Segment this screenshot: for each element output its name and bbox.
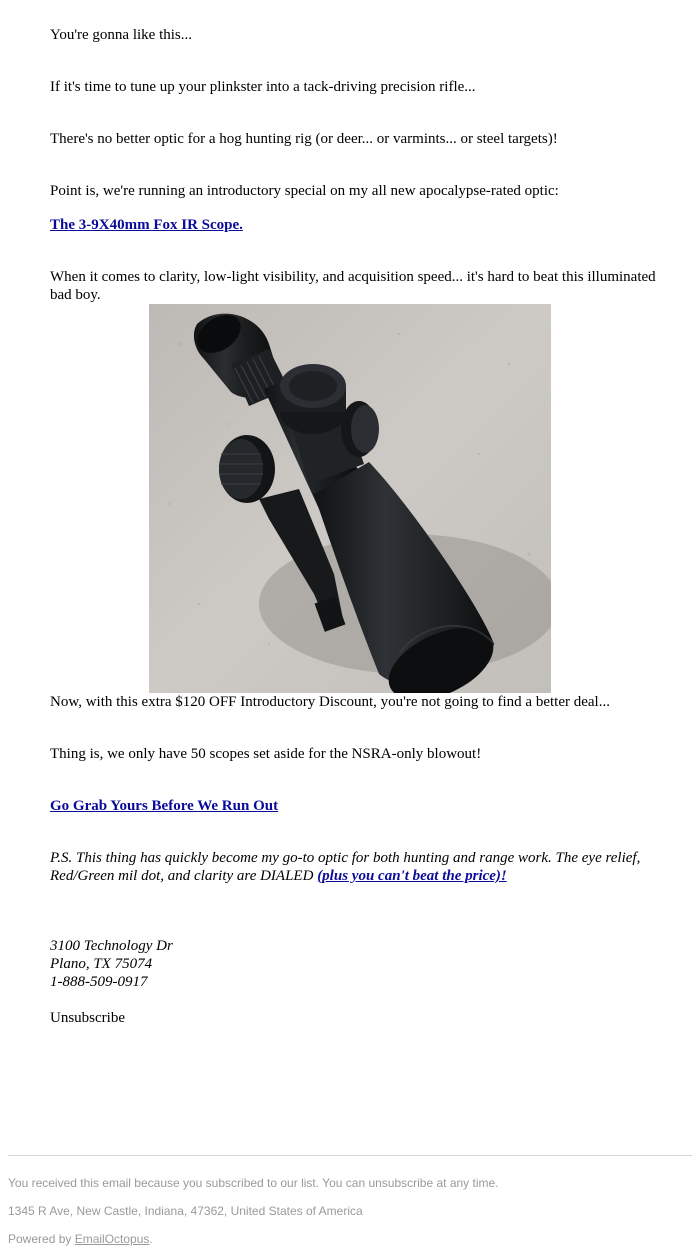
product-link-paragraph [50, 216, 660, 234]
scope-product-image [149, 304, 551, 693]
scope-illustration [149, 304, 551, 693]
cta-paragraph [50, 797, 660, 815]
clarity-line: When it comes to clarity, low-light visibility, and acquisition speed... it's hard to beat this illuminated bad boy. [50, 269, 656, 303]
discount-line: Now, with this extra $120 OFF Introductory Discount, you're not going to find a better deal... [50, 694, 610, 710]
price-link[interactable]: (plus you can't beat the price)! [317, 868, 507, 884]
footer-notice: You received this email because you subscribed to our list. You can unsubscribe at any time. [8, 1176, 499, 1190]
emailoctopus-link[interactable]: EmailOctopus [74, 1232, 150, 1246]
unsubscribe-text[interactable]: Unsubscribe [50, 1010, 125, 1026]
tune-up-line: If it's time to tune up your plinkster into a tack-driving precision rifle... [50, 79, 476, 95]
special-line: Point is, we're running an introductory special on my all new apocalypse-rated optic: [50, 183, 559, 199]
product-link[interactable]: The 3-9X40mm Fox IR Scope. [50, 217, 243, 233]
ps-text: P.S. This thing has quickly become my go-to optic for both hunting and range work. The eye relief, Red/Green mil dot, and clarity are DIALED [50, 850, 641, 884]
grab-yours-link[interactable]: Go Grab Yours Before We Run Out [50, 798, 279, 814]
address-line-2: Plano, TX 75074 [50, 956, 153, 972]
limited-stock-line: Thing is, we only have 50 scopes set aside for the NSRA-only blowout! [50, 746, 482, 762]
ps-paragraph [50, 849, 660, 885]
powered-by-suffix: . [149, 1232, 153, 1246]
hog-hunting-line: There's no better optic for a hog hunting rig (or deer... or varmints... or steel targets)! [50, 131, 558, 147]
intro-line: You're gonna like this... [50, 27, 193, 43]
footer-powered-by [8, 1232, 692, 1246]
phone-number: 1-888-509-0917 [50, 974, 148, 990]
footer-divider [8, 1155, 692, 1156]
address-line-1: 3100 Technology Dr [50, 938, 173, 954]
footer-address: 1345 R Ave, New Castle, Indiana, 47362, United States of America [8, 1204, 363, 1218]
postal-address [50, 937, 660, 991]
powered-by-prefix: Powered by [8, 1232, 75, 1246]
